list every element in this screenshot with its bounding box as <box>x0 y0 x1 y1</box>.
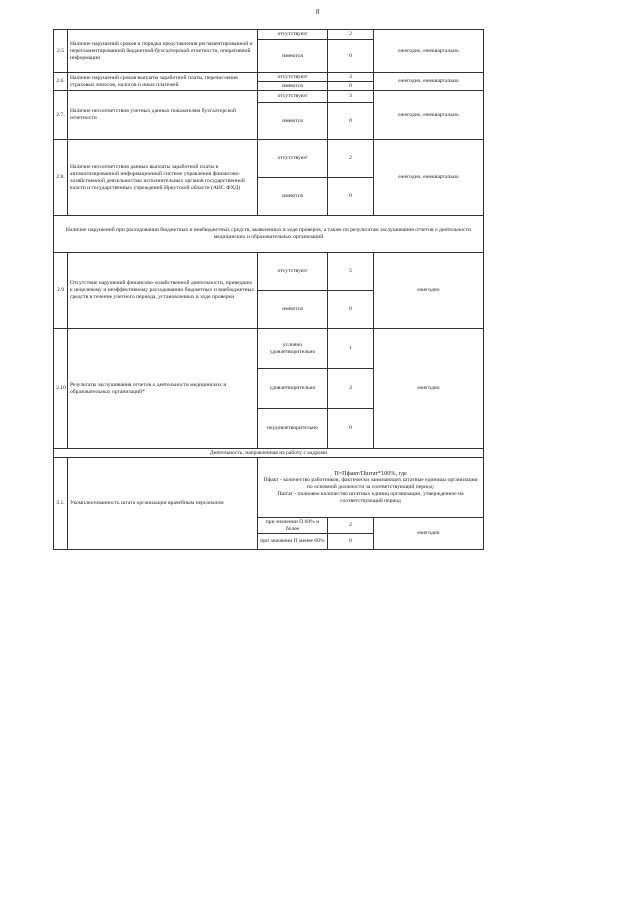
row-number: 2.8. <box>54 140 68 216</box>
score-cell: 0 <box>328 291 374 329</box>
condition-cell: отсутствуют <box>258 253 328 291</box>
row-number: 2.5 <box>54 30 68 73</box>
section-heading: Наличие нарушений при расходовании бюджетных и внебюджетных средств, выявленных в ходе проверок, а также по результатам заслушивания отчетов о деятельности медицинских и образовательных организаций <box>54 216 484 253</box>
formula-fact-definition: Пфакт - количество работников, фактически занимающих штатные единицы организации по основной должности за соответствующий период; <box>263 477 478 490</box>
condition-cell: имеются <box>258 103 328 140</box>
condition-cell: неудовлетворительно <box>258 409 328 449</box>
formula-shtat-definition: Пштат - плановое количество штатных единиц организации, утвержденное на соответствующий период <box>277 491 464 504</box>
formula-cell <box>258 458 484 518</box>
row-number: 3.1. <box>54 458 68 550</box>
score-cell: 0 <box>328 409 374 449</box>
period-cell: ежегодно, ежеквартально <box>374 30 484 73</box>
condition-cell: отсутствуют <box>258 140 328 178</box>
section-heading: Деятельность, направленная на работу с кадрами <box>54 449 484 458</box>
condition-cell: отсутствуют <box>258 73 328 82</box>
condition-cell: условно удовлетворительно <box>258 329 328 369</box>
criterion-name: Наличие нарушений сроков и порядка представления регламентированной и нерегламентированной бюджетной/бухгалтерской отчетности, оперативной информации <box>68 30 258 73</box>
period-cell: ежегодно, ежеквартально <box>374 140 484 216</box>
page-number: 8 <box>316 8 320 16</box>
table-row <box>54 329 484 369</box>
criterion-name: Наличие несоответствия учетных данных показателям бухгалтерской отчетности <box>68 91 258 140</box>
score-cell: 3 <box>328 91 374 103</box>
condition-cell: при значении П менее 60% <box>258 534 328 550</box>
section-heading-row <box>54 449 484 458</box>
period-cell: ежегодно <box>374 329 484 449</box>
period-cell: ежегодно, ежеквартально <box>374 91 484 140</box>
table-row <box>54 91 484 103</box>
score-cell: 0 <box>328 82 374 91</box>
condition-cell: отсутствуют <box>258 91 328 103</box>
row-number: 2.7. <box>54 91 68 140</box>
score-cell: 2 <box>328 140 374 178</box>
row-number: 2.6. <box>54 73 68 91</box>
row-number: 2.10 <box>54 329 68 449</box>
period-cell: ежегодно <box>374 253 484 329</box>
table-row <box>54 73 484 82</box>
score-cell: 0 <box>328 178 374 216</box>
criteria-table <box>53 29 484 550</box>
row-number: 2.9 <box>54 253 68 329</box>
score-cell: 1 <box>328 329 374 369</box>
criterion-name: Наличие нарушений сроков выплаты заработной платы, перечисления страховых взносов, налогов и иных платежей <box>68 73 258 91</box>
criterion-name: Укомплектованность штата организации врачебным персоналом <box>68 458 258 550</box>
table-row <box>54 253 484 291</box>
table-row <box>54 458 484 518</box>
score-cell: 2 <box>328 30 374 40</box>
condition-cell: имеются <box>258 40 328 73</box>
score-cell: 5 <box>328 253 374 291</box>
section-heading-row <box>54 216 484 253</box>
score-cell: 0 <box>328 40 374 73</box>
score-cell: 3 <box>328 73 374 82</box>
score-cell: 0 <box>328 534 374 550</box>
period-cell: ежегодно, ежеквартально <box>374 73 484 91</box>
score-cell: 0 <box>328 103 374 140</box>
condition-cell: при значении П 60% и более <box>258 518 328 534</box>
condition-cell: имеются <box>258 291 328 329</box>
score-cell: 3 <box>328 369 374 409</box>
condition-cell: отсутствуют <box>258 30 328 40</box>
table-row <box>54 140 484 178</box>
table-row <box>54 30 484 40</box>
condition-cell: удовлетворительно <box>258 369 328 409</box>
period-cell: ежегодно <box>374 518 484 550</box>
criterion-name: Результаты заслушивания отчетов о деятельности медицинских и образовательных организаций* <box>68 329 258 449</box>
score-cell: 2 <box>328 518 374 534</box>
criterion-name: Отсутствие нарушений финансово-хозяйственной деятельности, приведших к нецелевому и неэффективному расходованию бюджетных и внебюджетных средств в течение учетного периода, установленных в ходе проверки <box>68 253 258 329</box>
condition-cell: имеются <box>258 82 328 91</box>
formula-text: П=Пфакт/Пштат*100%, где <box>334 470 407 477</box>
criterion-name: Наличие несоответствия данных выплаты заработной платы в автоматизированной информационной системе управления финансово-хозяйственной деятельностью исполнительных органов государственной власти и государственных учреждений Иркутской области (АИС ФХД) <box>68 140 258 216</box>
condition-cell: имеются <box>258 178 328 216</box>
